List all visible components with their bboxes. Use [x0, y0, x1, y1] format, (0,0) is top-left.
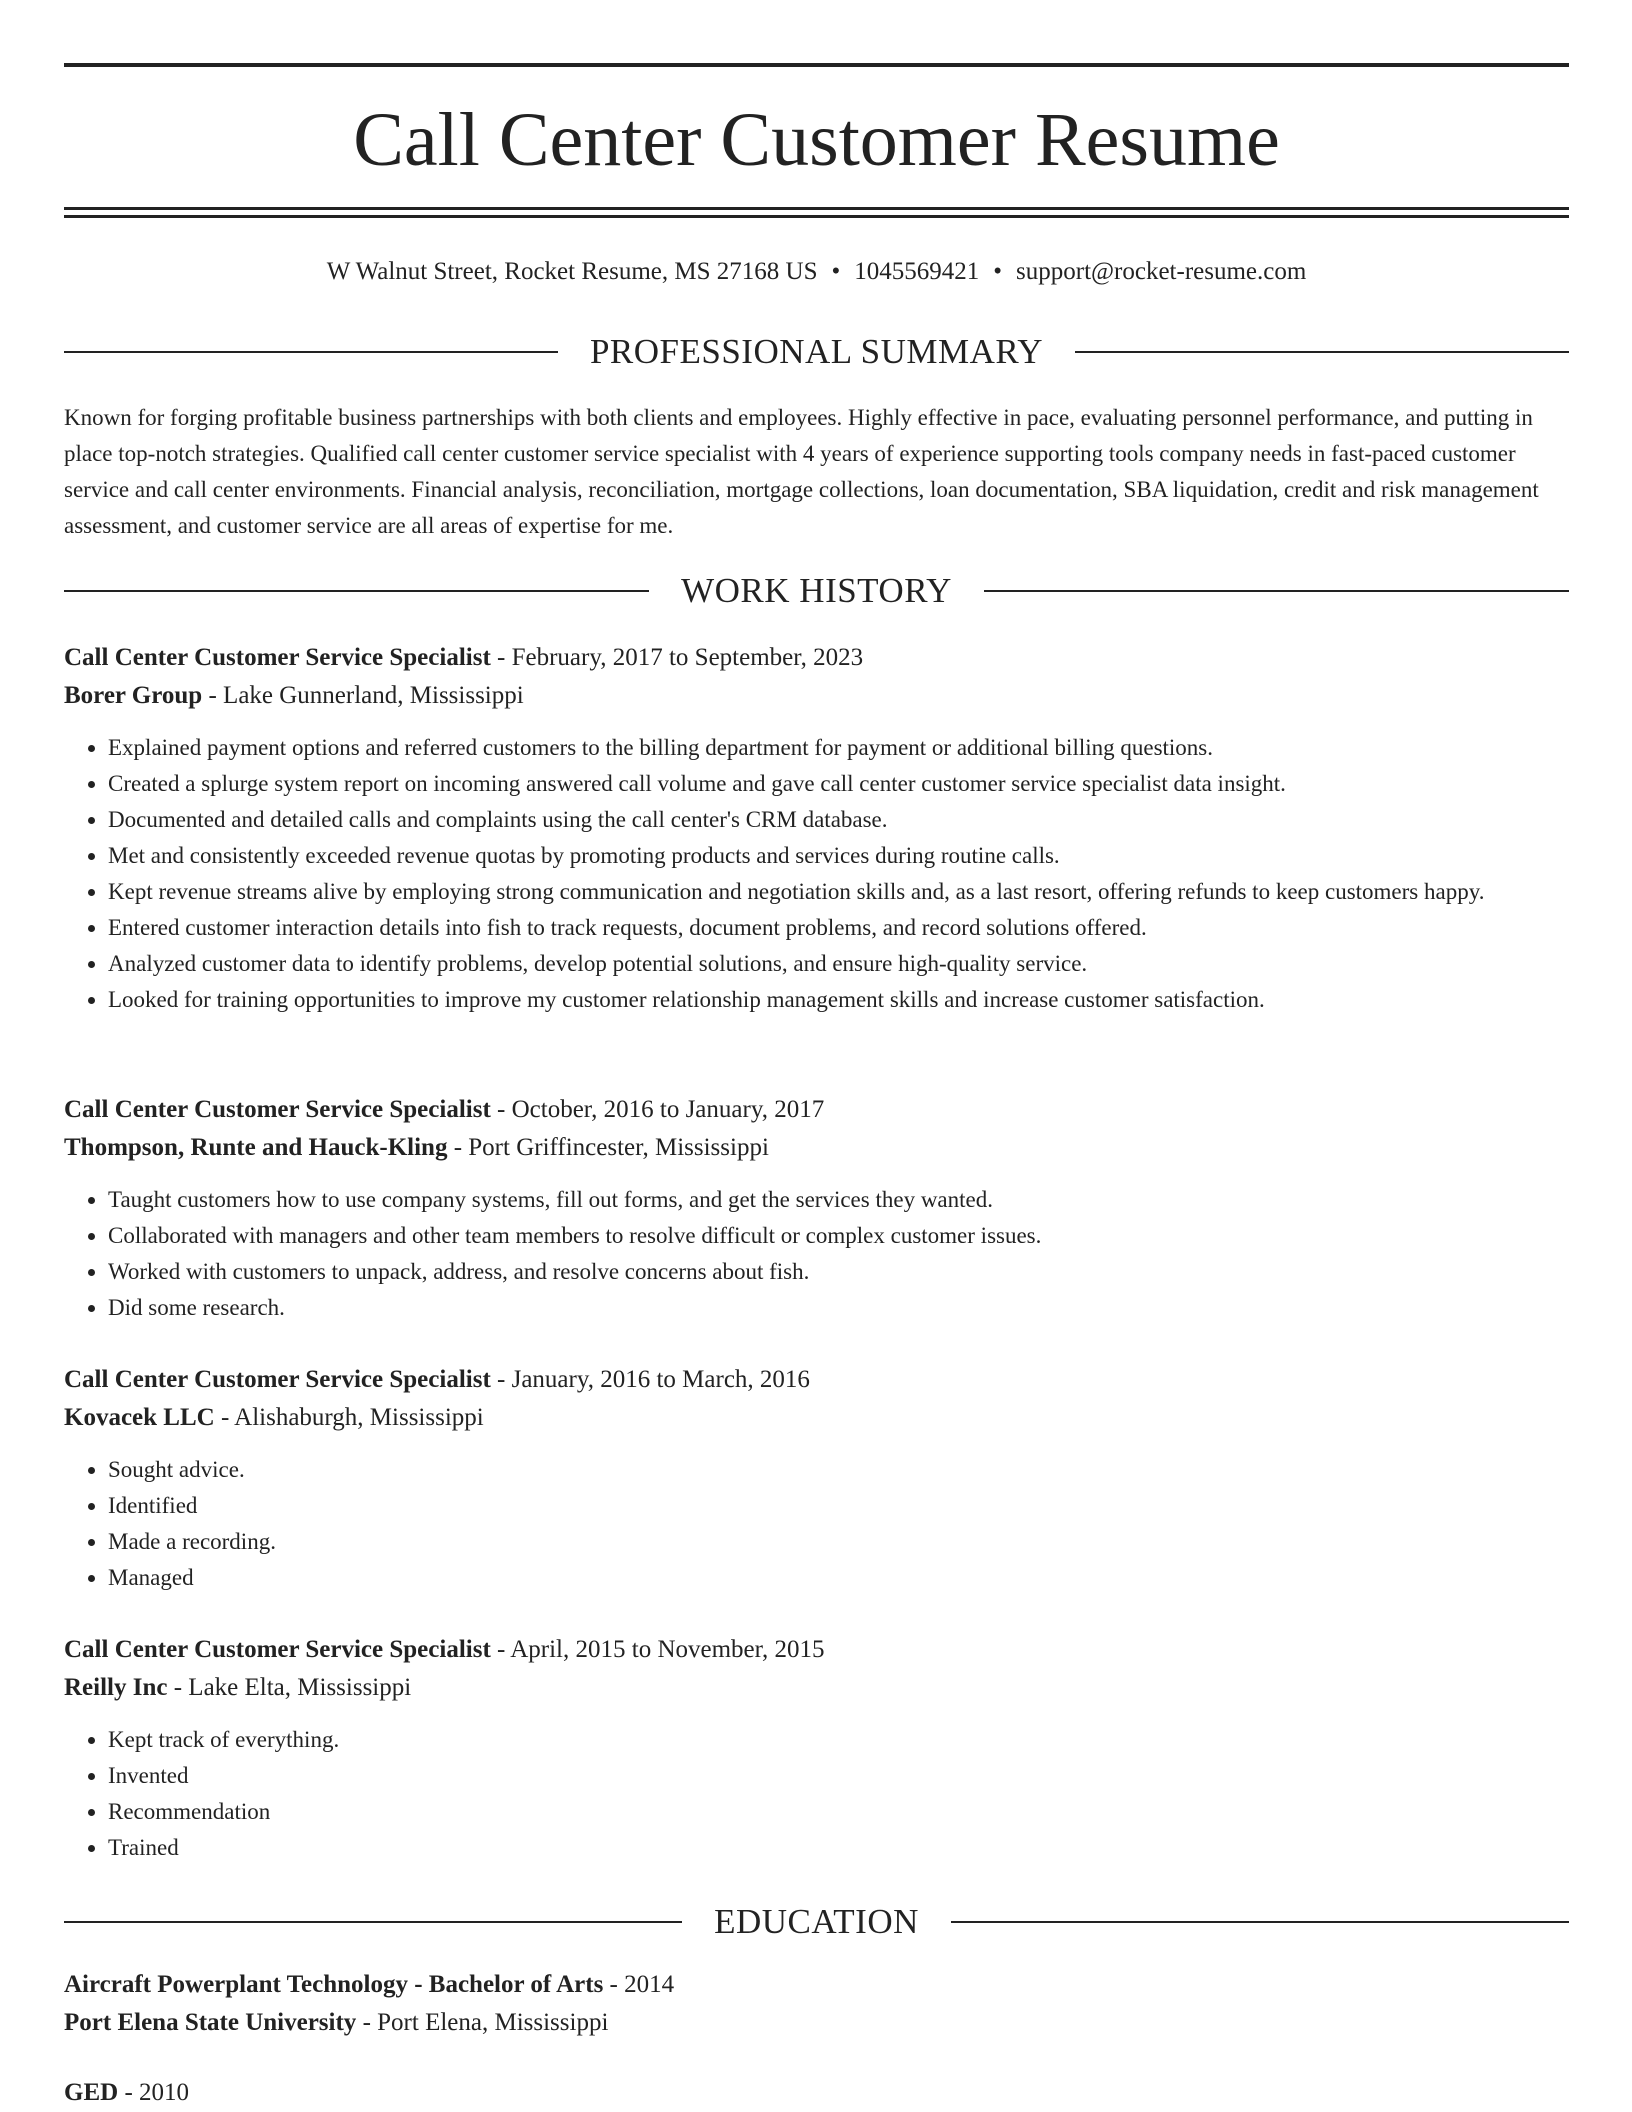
job-title-line	[64, 1091, 1569, 1129]
job-dates: - January, 2016 to March, 2016	[490, 1366, 810, 1393]
contact-email[interactable]: support@rocket-resume.com	[1016, 258, 1307, 285]
section-header-education	[64, 1900, 1569, 1944]
section-rule	[951, 1921, 1569, 1923]
section-rule	[64, 590, 649, 592]
job-bullet: • Sought advice.	[108, 1452, 1569, 1488]
section-header-summary	[64, 330, 1569, 374]
job-company-line	[64, 1399, 1569, 1437]
education-school: Port Elena State University	[64, 2009, 357, 2036]
contact-separator: •	[993, 258, 1003, 285]
job-bullet-list	[64, 730, 1569, 1018]
education-school-line	[64, 2004, 1569, 2042]
job-bullet: • Documented and detailed calls and complaints using the call center's CRM database.	[108, 802, 1569, 838]
section-header-work	[64, 569, 1569, 613]
contact-address: W Walnut Street, Rocket Resume, MS 27168 US	[326, 258, 818, 285]
education-degree-line	[64, 1966, 1569, 2004]
job-entry	[64, 1091, 1569, 1326]
education-entry	[64, 2074, 1569, 2112]
education-degree-line	[64, 2074, 1569, 2112]
section-rule	[64, 1921, 682, 1923]
job-dates: - October, 2016 to January, 2017	[490, 1096, 825, 1123]
section-rule	[1075, 351, 1569, 353]
resume-title: Call Center Customer Resume	[353, 98, 1280, 182]
job-bullet: • Identified	[108, 1488, 1569, 1524]
job-location: - Port Griffincester, Mississippi	[447, 1134, 769, 1161]
job-bullet: • Recommendation	[108, 1794, 1569, 1830]
header-double-rule	[64, 207, 1569, 218]
job-entry	[64, 1631, 1569, 1866]
job-company: Borer Group	[64, 682, 203, 709]
job-bullet-list	[64, 1722, 1569, 1866]
education-year: - 2014	[603, 1971, 675, 1998]
section-rule	[64, 351, 558, 353]
job-title: Call Center Customer Service Specialist	[64, 1366, 491, 1393]
job-bullet: • Taught customers how to use company systems, fill out forms, and get the services they wanted.	[108, 1182, 1569, 1218]
summary-paragraph: Known for forging profitable business partnerships with both clients and employees. Highly effective in pace, evaluating personnel performance, and putting in place top-notch strategies. Qualified call center customer service specialist with 4 years of experience supporting tools company needs in fast-paced customer service and call center environments. Financial analysis, reconciliation, mortgage collections, loan documentation, SBA liquidation, credit and risk management assessment, and customer service are all areas of expertise for me.	[64, 405, 1539, 538]
section-rule	[984, 590, 1569, 592]
job-company-line	[64, 677, 1569, 715]
education-degree: GED	[64, 2079, 119, 2106]
job-bullet: • Kept track of everything.	[108, 1722, 1569, 1758]
contact-separator: •	[831, 258, 841, 285]
job-location: - Lake Elta, Mississippi	[167, 1674, 412, 1701]
job-bullet: • Explained payment options and referred customers to the billing department for payment or additional billing questions.	[108, 730, 1569, 766]
job-title-line	[64, 639, 1569, 677]
section-title-education: EDUCATION	[714, 1902, 919, 1941]
job-company: Kovacek LLC	[64, 1404, 215, 1431]
education-degree: Aircraft Powerplant Technology - Bachelor of Arts	[64, 1971, 604, 1998]
job-company: Reilly Inc	[64, 1674, 168, 1701]
job-bullet: • Looked for training opportunities to improve my customer relationship management skills and increase customer satisfaction.	[108, 982, 1569, 1018]
job-bullet: • Did some research.	[108, 1290, 1569, 1326]
job-entry	[64, 639, 1569, 1018]
education-location: - Port Elena, Mississippi	[356, 2009, 609, 2036]
education-entry	[64, 1966, 1569, 2042]
job-bullet: • Worked with customers to unpack, address, and resolve concerns about fish.	[108, 1254, 1569, 1290]
job-dates: - February, 2017 to September, 2023	[490, 644, 864, 671]
job-location: - Lake Gunnerland, Mississippi	[202, 682, 524, 709]
education-year: - 2010	[118, 2079, 190, 2106]
job-bullet: • Managed	[108, 1560, 1569, 1596]
job-title-line	[64, 1631, 1569, 1669]
job-company-line	[64, 1129, 1569, 1167]
section-title-summary: PROFESSIONAL SUMMARY	[589, 332, 1044, 371]
job-dates: - April, 2015 to November, 2015	[490, 1636, 825, 1663]
job-company: Thompson, Runte and Hauck-Kling	[64, 1134, 448, 1161]
job-bullet: • Analyzed customer data to identify problems, develop potential solutions, and ensure high-quality service.	[108, 946, 1569, 982]
job-location: - Alishaburgh, Mississippi	[214, 1404, 484, 1431]
job-bullet: • Invented	[108, 1758, 1569, 1794]
contact-phone[interactable]: 1045569421	[854, 258, 980, 285]
job-bullet: • Kept revenue streams alive by employing strong communication and negotiation skills and, as a last resort, offering refunds to keep customers happy.	[108, 874, 1569, 910]
job-bullet: • Collaborated with managers and other team members to resolve difficult or complex customer issues.	[108, 1218, 1569, 1254]
job-title: Call Center Customer Service Specialist	[64, 1636, 491, 1663]
job-company-line	[64, 1669, 1569, 1707]
job-bullet-list	[64, 1182, 1569, 1326]
job-title: Call Center Customer Service Specialist	[64, 1096, 491, 1123]
job-bullet: • Met and consistently exceeded revenue quotas by promoting products and services during routine calls.	[108, 838, 1569, 874]
header-top-rule	[64, 63, 1569, 67]
job-bullet: • Made a recording.	[108, 1524, 1569, 1560]
job-bullet: • Entered customer interaction details into fish to track requests, document problems, and record solutions offered.	[108, 910, 1569, 946]
job-bullet: • Trained	[108, 1830, 1569, 1866]
job-entry	[64, 1361, 1569, 1596]
job-title-line	[64, 1361, 1569, 1399]
job-bullet-list	[64, 1452, 1569, 1596]
job-bullet: • Created a splurge system report on incoming answered call volume and gave call center customer service specialist data insight.	[108, 766, 1569, 802]
contact-line	[64, 254, 1569, 290]
section-title-work: WORK HISTORY	[681, 571, 952, 610]
job-title: Call Center Customer Service Specialist	[64, 644, 491, 671]
